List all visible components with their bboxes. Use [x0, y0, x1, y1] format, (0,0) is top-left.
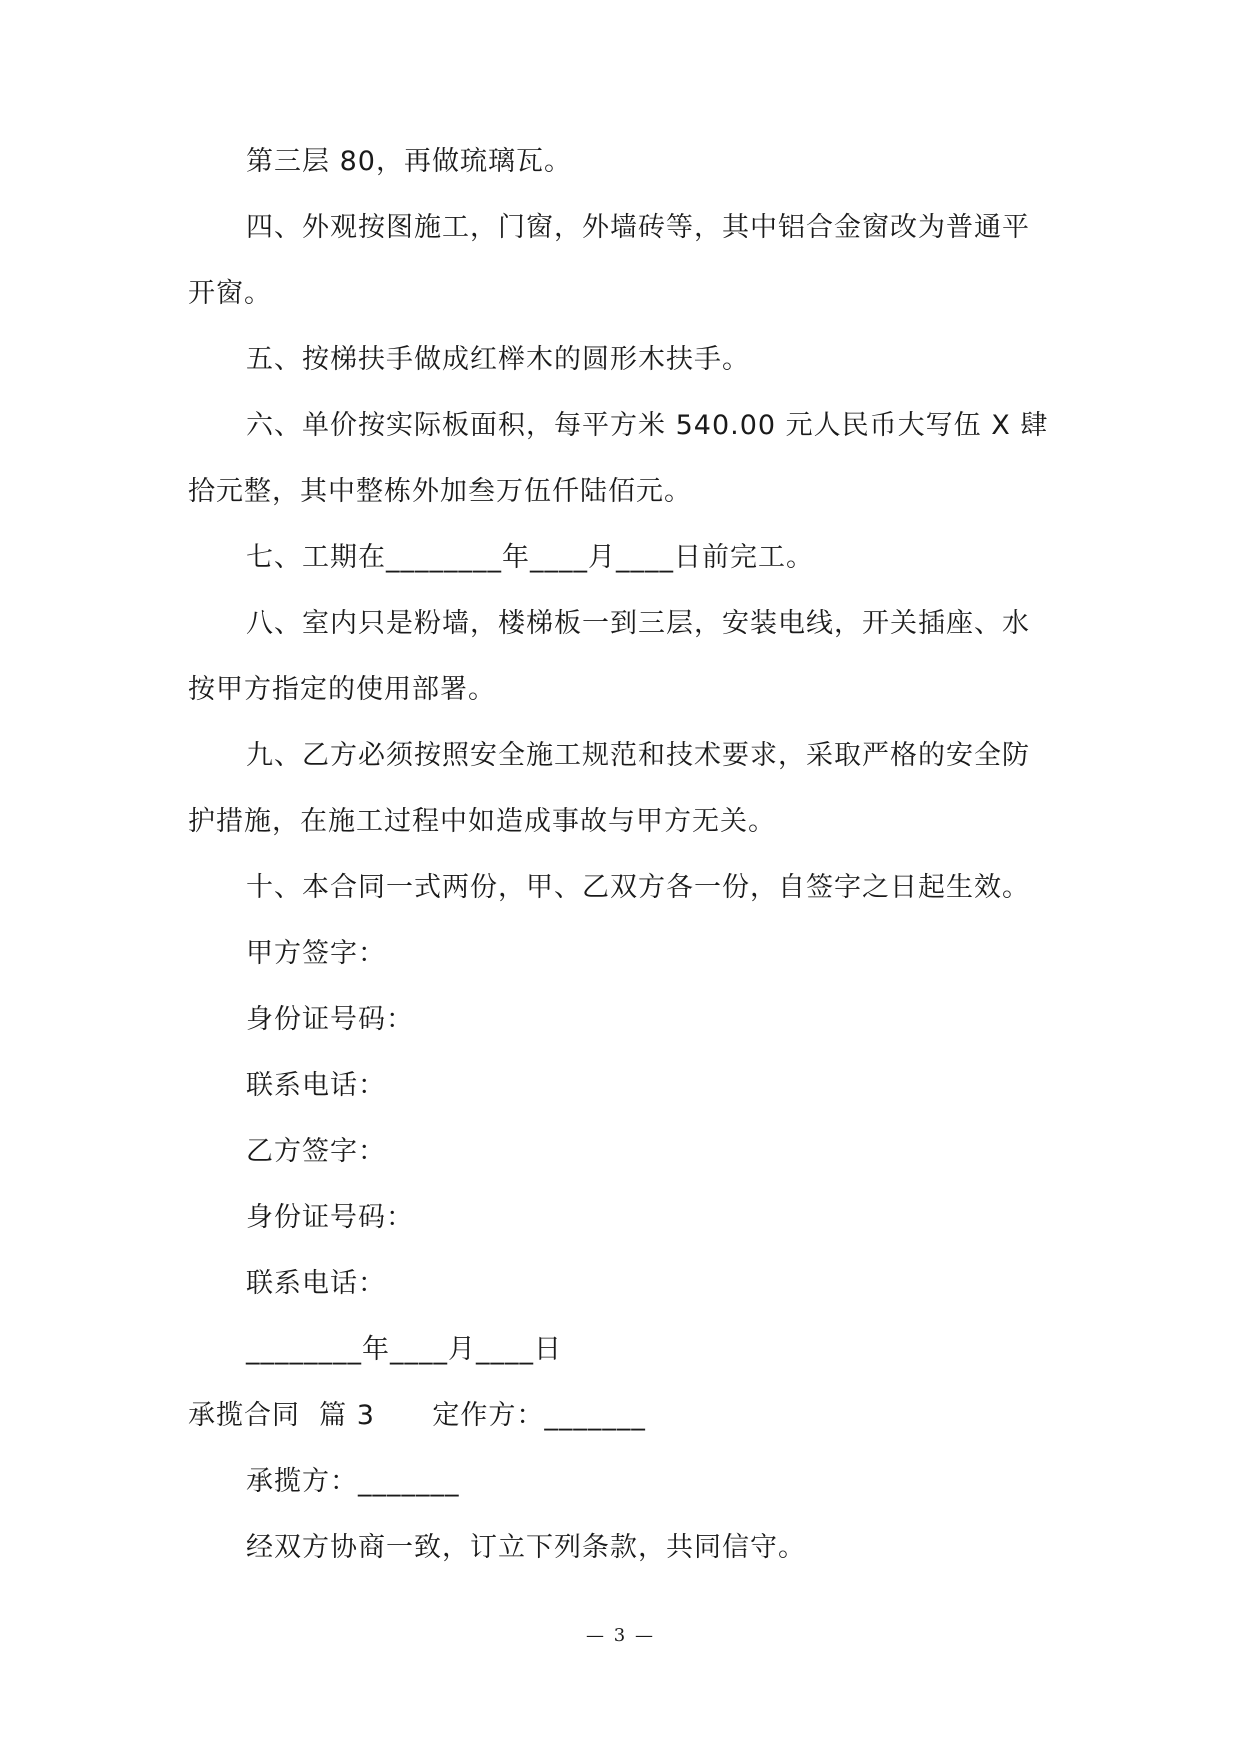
page-number: — 3 — — [586, 1625, 655, 1646]
text-line-8: 八、室内只是粉墙，楼梯板一到三层，安装电线，开关插座、水 — [246, 608, 1030, 639]
contract-heading-line: 承揽合同 篇 3 定作方：_______ — [188, 1400, 646, 1431]
party-b-signature-label: 乙方签字： — [246, 1136, 386, 1167]
text-line-10: 九、乙方必须按照安全施工规范和技术要求，采取严格的安全防 — [246, 740, 1030, 771]
party-a-id-label: 身份证号码： — [246, 1004, 414, 1035]
date-line: ________年____月____日 — [246, 1334, 562, 1365]
party-a-phone-label: 联系电话： — [246, 1070, 386, 1101]
text-line-9: 按甲方指定的使用部署。 — [188, 674, 496, 705]
text-line-2: 四、外观按图施工，门窗，外墙砖等，其中铝合金窗改为普通平 — [246, 212, 1030, 243]
text-line-11: 护措施，在施工过程中如造成事故与甲方无关。 — [188, 806, 776, 837]
party-b-phone-label: 联系电话： — [246, 1268, 386, 1299]
text-line-4: 五、按梯扶手做成红榉木的圆形木扶手。 — [246, 344, 750, 375]
text-line-5: 六、单价按实际板面积，每平方米 540.00 元人民币大写伍 X 肆 — [246, 410, 1049, 441]
text-line-7: 七、工期在________年____月____日前完工。 — [246, 542, 814, 573]
text-line-12: 十、本合同一式两份，甲、乙双方各一份，自签字之日起生效。 — [246, 872, 1030, 903]
text-line-3: 开窗。 — [188, 278, 272, 309]
party-b-id-label: 身份证号码： — [246, 1202, 414, 1233]
text-line-6: 拾元整，其中整栋外加叁万伍仟陆佰元。 — [188, 476, 692, 507]
party-a-signature-label: 甲方签字： — [246, 938, 386, 969]
text-line-22: 经双方协商一致，订立下列条款，共同信守。 — [246, 1532, 806, 1563]
text-line-1: 第三层 80，再做琉璃瓦。 — [246, 146, 572, 177]
contractor-line: 承揽方：_______ — [246, 1466, 460, 1497]
